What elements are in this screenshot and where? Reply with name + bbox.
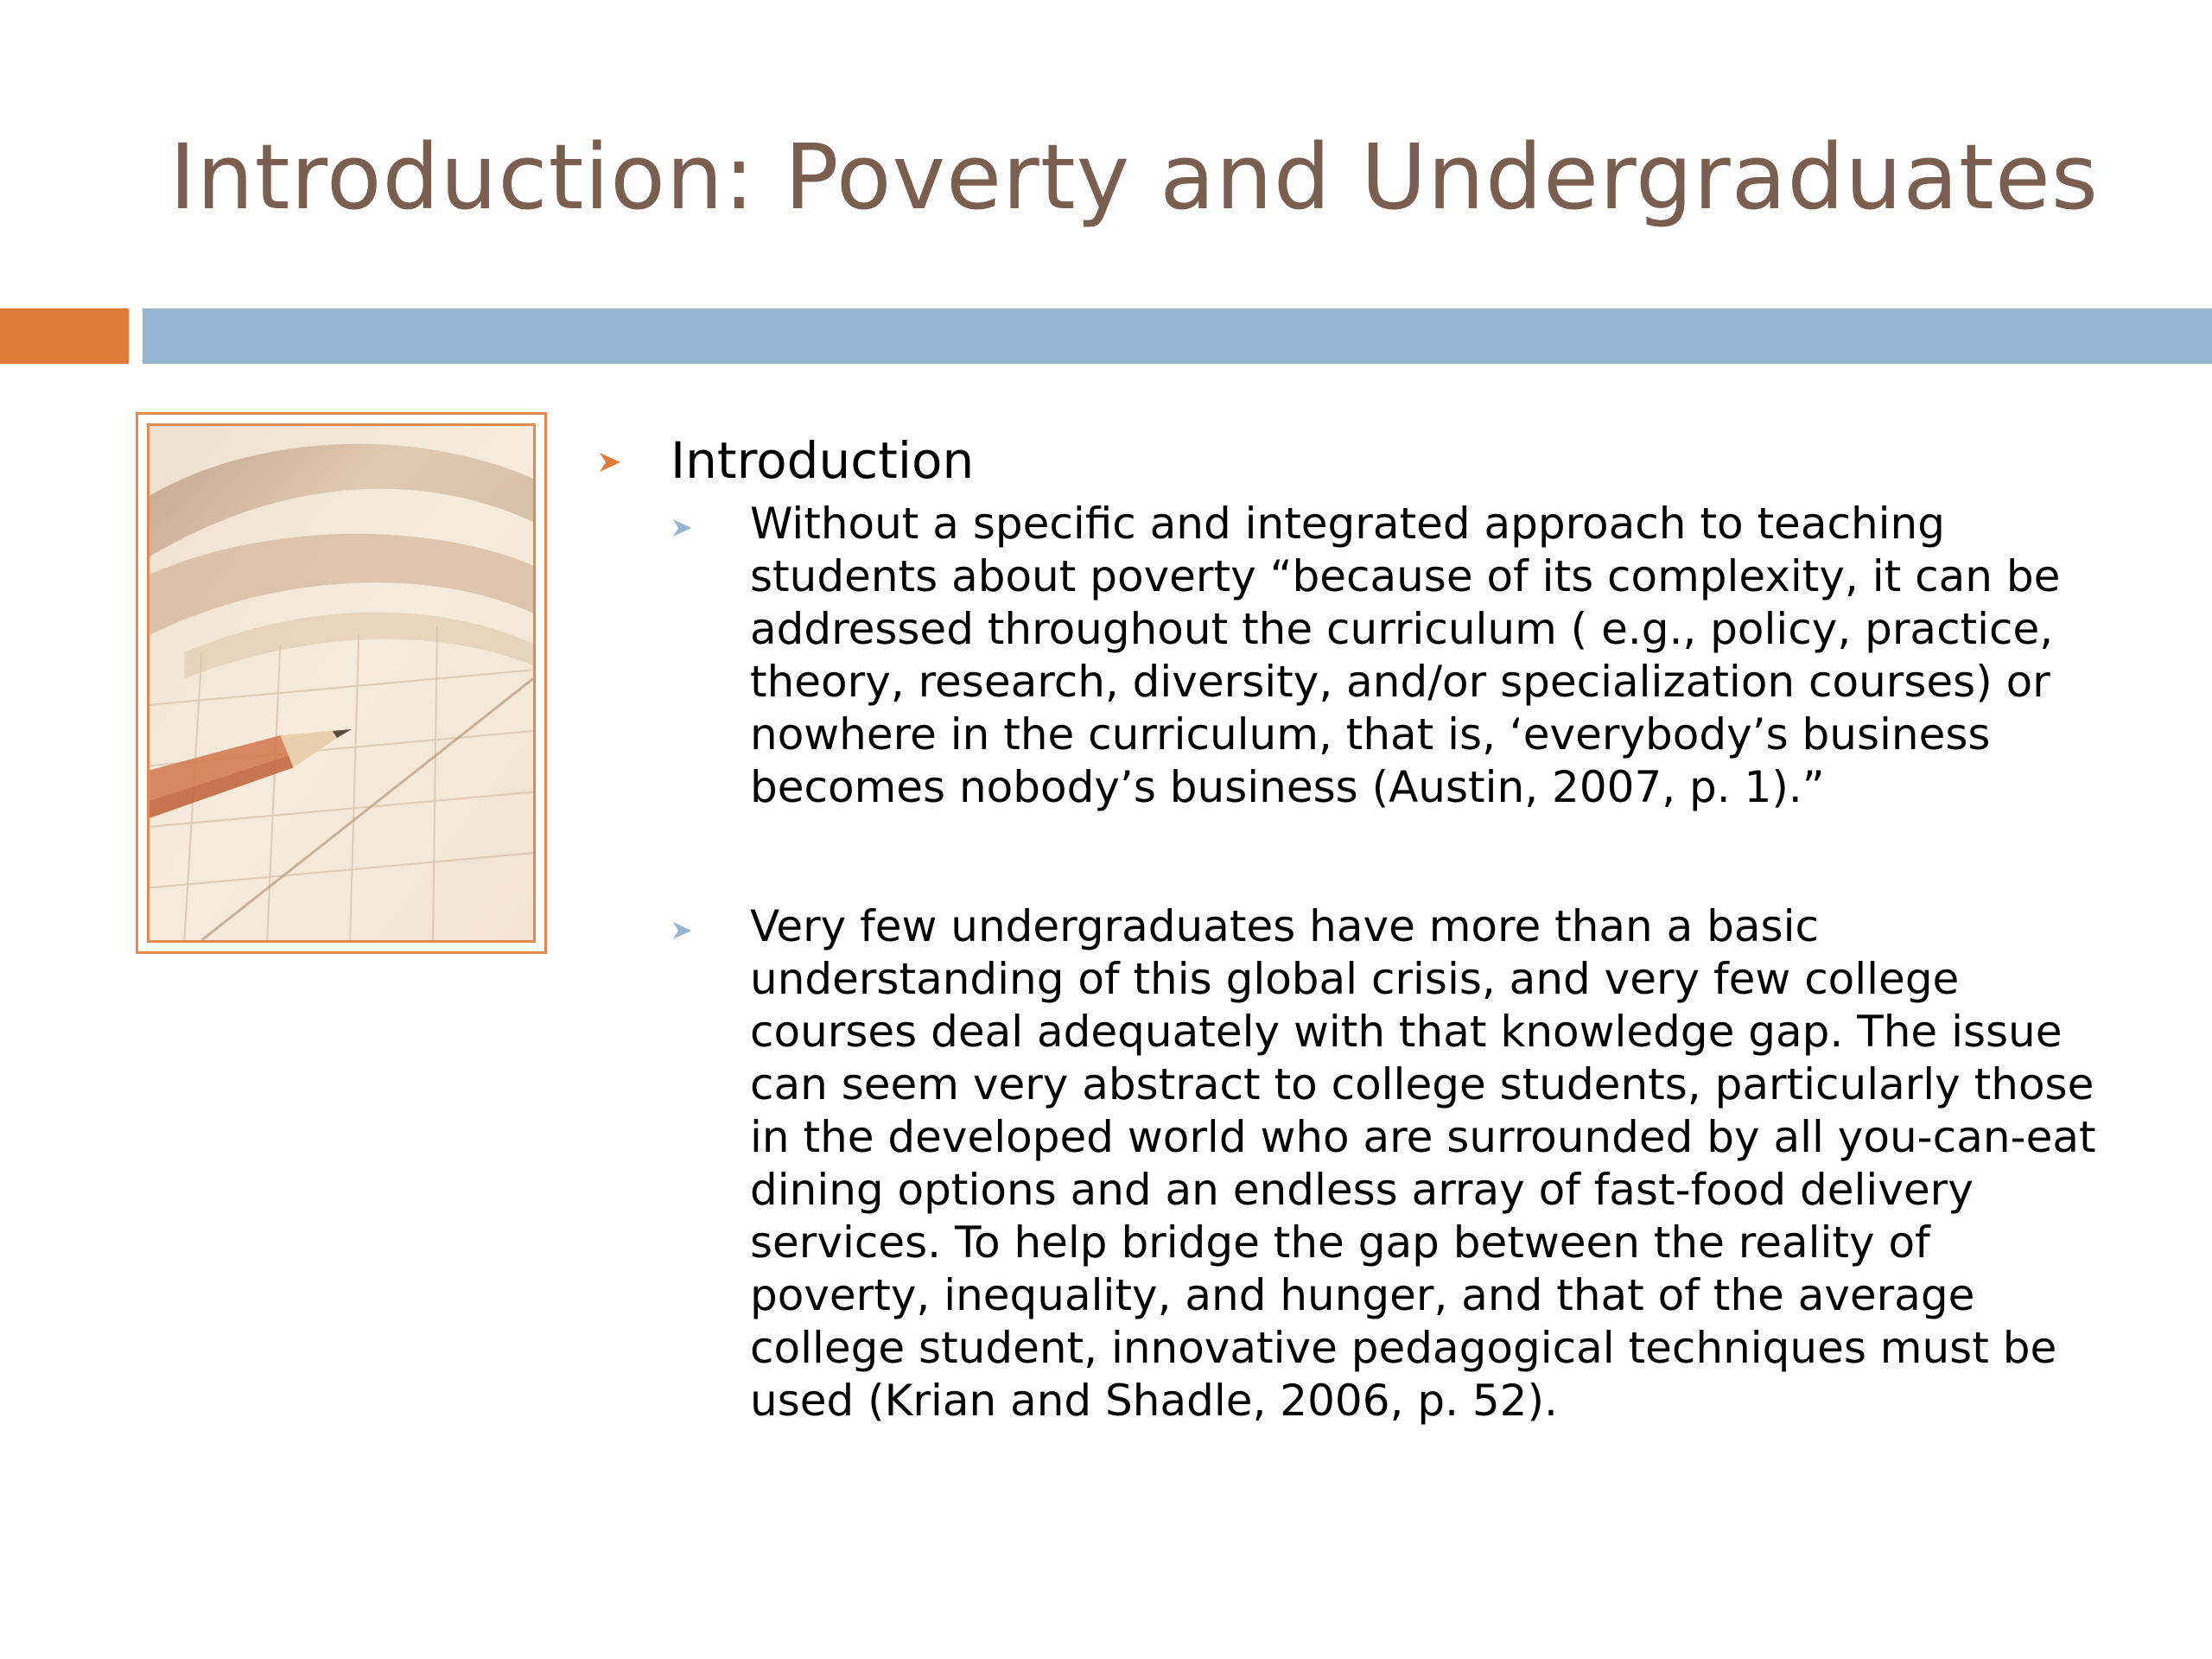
- arrow-bullet-icon: [671, 919, 693, 942]
- slide-title: Introduction: Poverty and Undergraduates: [169, 124, 2099, 230]
- pencil-on-paper-image: [147, 423, 536, 943]
- content-area: [596, 423, 2117, 1427]
- picture-frame: [136, 412, 547, 954]
- sub-bullet-2: [671, 900, 2117, 1427]
- sub-bullet-text: Without a specific and integrated approach to teaching students about poverty “because of its complexity, it can be addressed throughout the curriculum ( e.g., policy, practice, theory, research, diversity, and/or specialization courses) or nowhere in the curriculum, that is, ‘everybody’s business becomes nobody’s business (Austin, 2007, p. 1).”: [750, 499, 2061, 812]
- accent-bar-blue: [143, 308, 2212, 364]
- pencil-on-paper-icon: [149, 426, 533, 940]
- bullet-text: Introduction: [671, 431, 975, 490]
- sub-bullet-1: [671, 498, 2117, 814]
- arrow-bullet-icon: [671, 517, 693, 539]
- sub-bullet-text: Very few undergraduates have more than a basic understanding of this global crisis, and very few college courses deal adequately with that knowledge gap. The issue can seem very abstract to college students, particularly those in the developed world who are surrounded by all you-can-eat dining options and an endless array of fast-food delivery services. To help bridge the gap between the reality of poverty, inequality, and hunger, and that of the average college student, innovative pedagogical techniques must be used (Krian and Shadle, 2006, p. 52).: [750, 901, 2096, 1426]
- bullet-introduction: [596, 423, 2117, 498]
- arrow-bullet-icon: [596, 449, 622, 475]
- accent-bar-orange: [0, 308, 129, 364]
